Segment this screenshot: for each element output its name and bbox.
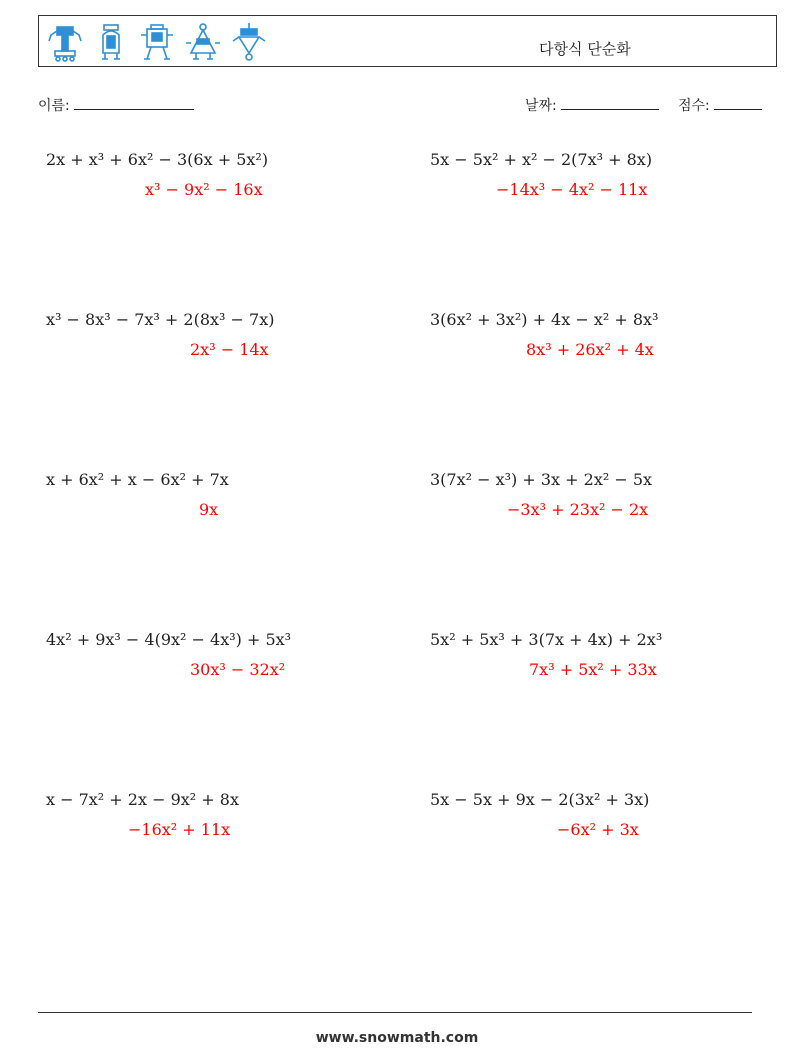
problem-10-answer: −6x² + 3x bbox=[557, 820, 639, 839]
score-field bbox=[678, 95, 762, 115]
problem-expression: x − 7x² + 2x − 9x² + 8x bbox=[46, 790, 239, 809]
problem-expression: 4x² + 9x³ − 4(9x² − 4x³) + 5x³ bbox=[46, 630, 292, 649]
problem-expression: 3(6x² + 3x²) + 4x − x² + 8x³ bbox=[430, 310, 659, 329]
date-field bbox=[525, 95, 659, 115]
name-field bbox=[38, 95, 194, 115]
worksheet-title: 다항식 단순화 bbox=[539, 40, 631, 58]
robot-4-icon bbox=[183, 21, 223, 63]
name-blank[interactable] bbox=[74, 95, 194, 110]
problem-expression: x + 6x² + x − 6x² + 7x bbox=[46, 470, 229, 489]
problem-expression: x³ − 8x³ − 7x³ + 2(8x³ − 7x) bbox=[46, 310, 275, 329]
problem-expression: 5x − 5x + 9x − 2(3x² + 3x) bbox=[430, 790, 650, 809]
score-blank[interactable] bbox=[714, 95, 762, 110]
problem-expression: 5x − 5x² + x² − 2(7x³ + 8x) bbox=[430, 150, 653, 169]
problem-expression: 2x + x³ + 6x² − 3(6x + 5x²) bbox=[46, 150, 269, 169]
problem-3 bbox=[46, 310, 274, 329]
score-label: 점수: bbox=[678, 98, 710, 114]
robot-1-icon bbox=[45, 21, 85, 63]
problem-expression: 5x² + 5x³ + 3(7x + 4x) + 2x³ bbox=[430, 630, 663, 649]
robot-5-icon bbox=[229, 21, 269, 63]
problem-expression: 3(7x² − x³) + 3x + 2x² − 5x bbox=[430, 470, 653, 489]
date-label: 날짜: bbox=[525, 98, 557, 114]
problem-6-answer: −3x³ + 23x² − 2x bbox=[507, 500, 649, 519]
problem-2-answer: −14x³ − 4x² − 11x bbox=[496, 180, 648, 199]
problem-3-answer: 2x³ − 14x bbox=[190, 340, 269, 359]
problem-8-answer: 7x³ + 5x² + 33x bbox=[529, 660, 657, 679]
problem-4 bbox=[430, 310, 658, 329]
problem-7-answer: 30x³ − 32x² bbox=[190, 660, 286, 679]
robot-3-icon bbox=[137, 21, 177, 63]
date-blank[interactable] bbox=[561, 95, 659, 110]
header-box bbox=[38, 15, 777, 67]
name-label: 이름: bbox=[38, 98, 70, 114]
footer-divider bbox=[38, 1012, 752, 1013]
problem-9-answer: −16x² + 11x bbox=[128, 820, 231, 839]
problem-2 bbox=[430, 150, 652, 169]
problem-1 bbox=[46, 150, 268, 169]
problem-9 bbox=[46, 790, 239, 809]
problem-8 bbox=[430, 630, 662, 649]
footer-url[interactable]: www.snowmath.com bbox=[315, 1030, 479, 1046]
problem-4-answer: 8x³ + 26x² + 4x bbox=[526, 340, 654, 359]
problem-1-answer: x³ − 9x² − 16x bbox=[145, 180, 263, 199]
problem-5 bbox=[46, 470, 229, 489]
robot-icons bbox=[45, 21, 269, 63]
problem-6 bbox=[430, 470, 652, 489]
robot-2-icon bbox=[91, 21, 131, 63]
problem-7 bbox=[46, 630, 291, 649]
problem-10 bbox=[430, 790, 649, 809]
problem-5-answer: 9x bbox=[199, 500, 219, 519]
